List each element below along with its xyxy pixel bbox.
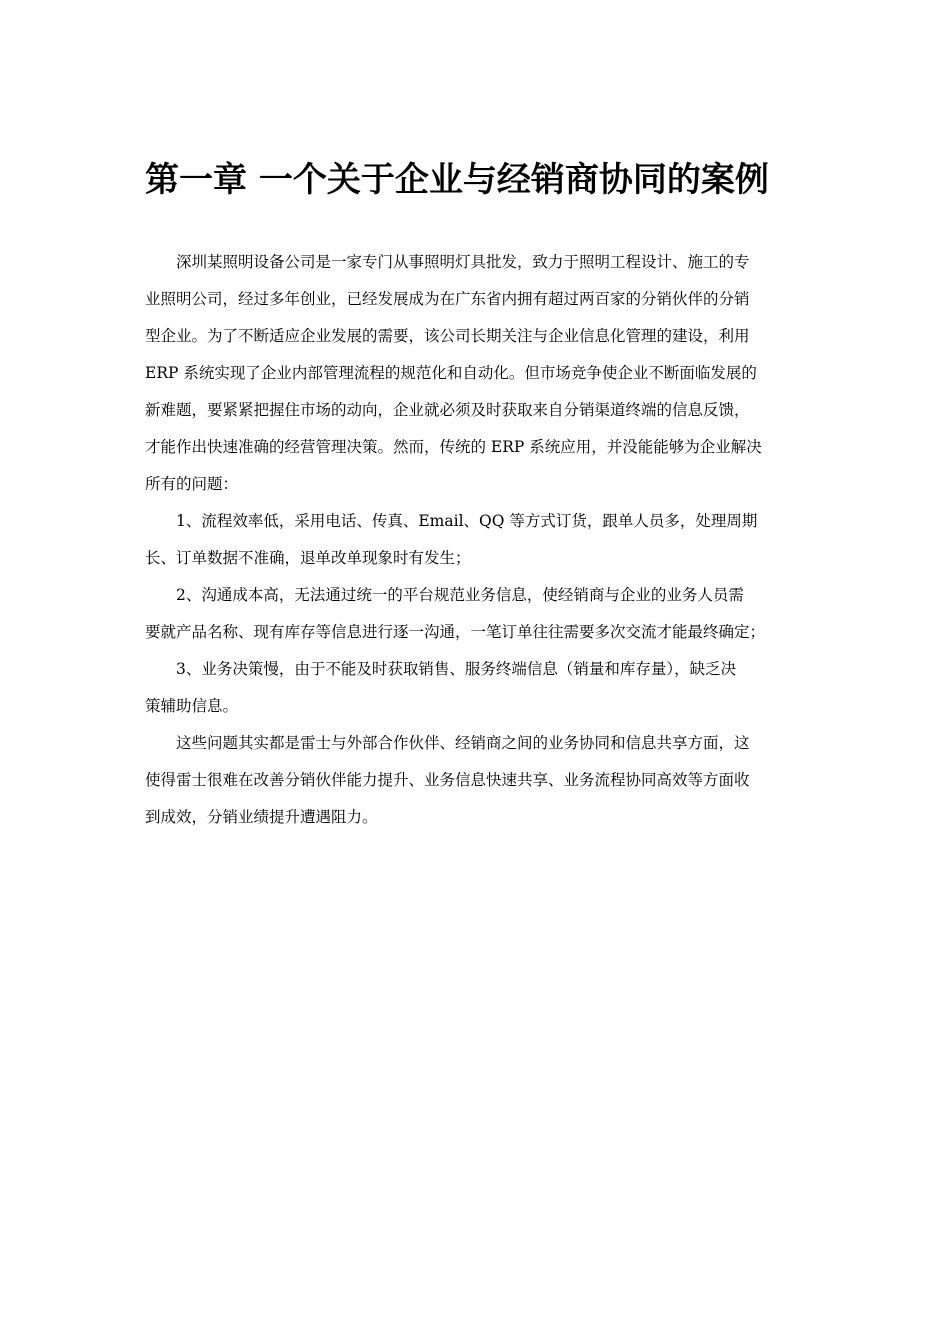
text-line: 长、订单数据不准确，退单改单现象时有发生； [145,549,471,567]
paragraph-item-2 [145,577,809,651]
text-line: 3、业务决策慢，由于不能及时获取销售、服务终端信息（销量和库存量），缺乏决 [176,660,737,678]
text-line: 所有的问题： [145,475,239,493]
text-line: ERP 系统实现了企业内部管理流程的规范化和自动化。但市场竞争使企业不断面临发展的 [145,364,757,382]
text-line: 这些问题其实都是雷士与外部合作伙伴、经销商之间的业务协同和信息共享方面，这 [176,734,750,752]
paragraph-item-1 [145,503,809,577]
text-line: 要就产品名称、现有库存等信息进行逐一沟通，一笔订单往往需要多次交流才能最终确定； [145,623,766,641]
text-line: 业照明公司，经过多年创业，已经发展成为在广东省内拥有超过两百家的分销伙伴的分销 [145,290,750,308]
paragraph-item-3 [145,651,809,725]
text-line: 才能作出快速准确的经营管理决策。然而，传统的 ERP 系统应用，并没能能够为企业解决 [145,438,762,456]
paragraph-intro [145,244,809,503]
text-line: 策辅助信息。 [145,697,239,715]
text-line: 使得雷士很难在改善分销伙伴能力提升、业务信息快速共享、业务流程协同高效等方面收 [145,771,750,789]
text-line: 新难题，要紧紧把握住市场的动向，企业就必须及时获取来自分销渠道终端的信息反馈， [145,401,750,419]
text-line: 到成效，分销业绩提升遭遇阻力。 [145,808,378,826]
paragraph-conclusion [145,725,809,836]
text-line: 深圳某照明设备公司是一家专门从事照明灯具批发，致力于照明工程设计、施工的专 [176,253,750,271]
text-line: 2、沟通成本高，无法通过统一的平台规范业务信息，使经销商与企业的业务人员需 [176,586,744,604]
text-line: 1、流程效率低，采用电话、传真、Email、QQ 等方式订货，跟单人员多，处理周期 [176,512,758,530]
document-body [145,244,809,836]
text-line: 型企业。为了不断适应企业发展的需要，该公司长期关注与企业信息化管理的建设，利用 [145,327,750,345]
chapter-title: 第一章 一个关于企业与经销商协同的案例 [145,160,769,200]
